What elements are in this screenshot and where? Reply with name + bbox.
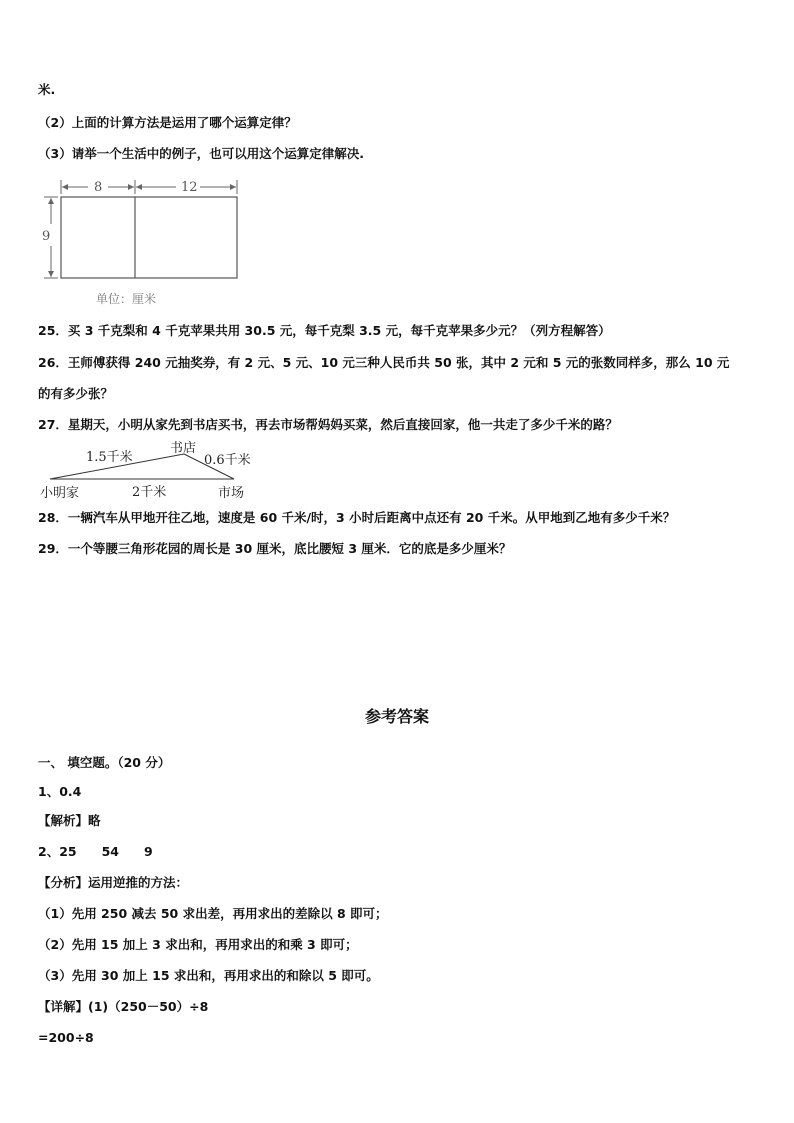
answer-1-analysis: 【解析】略: [38, 813, 101, 828]
answer-2-analysis: 【分析】运用逆推的方法：: [38, 875, 189, 890]
question-29: 29．一个等腰三角形花园的周长是 30 厘米，底比腰短 3 厘米．它的底是多少厘米？: [38, 541, 512, 556]
answer-2-detail: 【详解】(1)（250－50）÷8: [38, 999, 209, 1014]
home-label: 小明家: [40, 486, 80, 501]
home-to-store-label: 1.5千米: [86, 450, 133, 465]
question-26: 26．王师傅获得 240 元抽奖券，有 2 元、5 元、10 元三种人民币共 50 张，其中 2 元和 5 元的张数同样多，那么 10 元: [38, 355, 730, 370]
answers-title: 参考答案: [364, 707, 429, 726]
height-label: 9: [42, 229, 51, 244]
home-to-market-label: 2千米: [132, 485, 167, 500]
question-26-continued: 的有多少张？: [38, 386, 114, 401]
answer-1: 1、0.4: [38, 784, 82, 799]
answer-2-step-1: （1）先用 250 减去 50 求出差，再用求出的差除以 8 即可；: [38, 906, 388, 921]
answers-section-1: 一、 填空题。（20 分）: [38, 755, 171, 770]
store-label: 书店: [170, 441, 197, 456]
store-to-market-label: 0.6千米: [204, 453, 251, 468]
rectangle-figure: [38, 174, 258, 312]
sub-question-2: （2）上面的计算方法是运用了哪个运算定律？: [38, 115, 297, 130]
answer-2-step-2: （2）先用 15 加上 3 求出和，再用求出的和乘 3 即可；: [38, 937, 358, 952]
route-figure: [38, 436, 278, 504]
market-label: 市场: [218, 486, 245, 501]
unit-caption: 单位：厘米: [96, 292, 157, 306]
question-28: 28．一辆汽车从甲地开往乙地，速度是 60 千米/时，3 小时后距离中点还有 20 千米。从甲地到乙地有多少千米？: [38, 510, 676, 525]
width-left-label: 8: [94, 180, 103, 195]
width-right-label: 12: [181, 180, 198, 195]
answer-2: 2、25 54 9: [38, 844, 153, 859]
answer-2-calc: =200÷8: [38, 1030, 94, 1045]
answer-2-step-3: （3）先用 30 加上 15 求出和，再用求出的和除以 5 即可。: [38, 968, 379, 983]
question-27: 27．星期天，小明从家先到书店买书，再去市场帮妈妈买菜，然后直接回家，他一共走了多少千米的路？: [38, 417, 618, 432]
question-text-continued: 米.: [38, 82, 56, 97]
question-25: 25．买 3 千克梨和 4 千克苹果共用 30.5 元，每千克梨 3.5 元，每千克苹果多少元？（列方程解答）: [38, 323, 611, 338]
sub-question-3: （3）请举一个生活中的例子，也可以用这个运算定律解决.: [38, 146, 364, 161]
